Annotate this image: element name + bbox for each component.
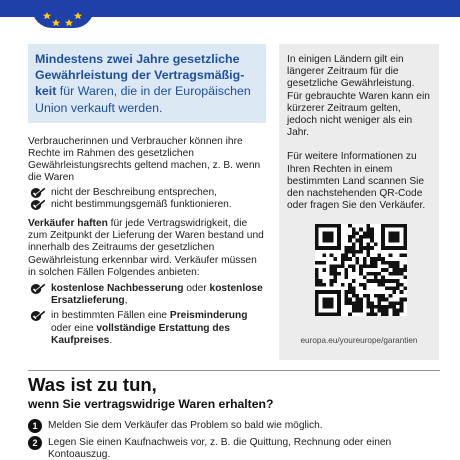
remedy-plain: , <box>124 295 128 307</box>
info-sidebar <box>279 44 439 360</box>
step-item <box>28 437 440 460</box>
sidebar-paragraph-1: In einigen Ländern gilt ein längerer Zeitraum für die gesetzliche Gewährleistung. Für gebrauchte Waren kann ein kürzerer Zeitraum gelten, jedoch nicht weniger als ein Jahr. <box>287 54 430 139</box>
liability-text <box>28 218 266 279</box>
condition-list <box>28 187 266 211</box>
remedy-plain: . <box>109 334 113 346</box>
section-divider <box>28 370 440 371</box>
step-text: Melden Sie dem Verkäufer das Problem so bald wie möglich. <box>48 420 323 431</box>
step-number-icon: 2 <box>28 436 42 450</box>
section-subtitle: wenn Sie vertragswidrige Waren erhalten? <box>28 397 274 411</box>
remedy-plain: oder eine <box>51 322 97 334</box>
remedy-list <box>28 283 266 347</box>
eu-flag-emblem <box>32 0 94 28</box>
step-text: Legen Sie einen Kaufnachweis vor, z. B. die Quittung, Rechnung oder einen Kontoauszug. <box>48 437 392 460</box>
check-icon <box>30 283 46 295</box>
condition-text: nicht der Beschreibung entsprechen, <box>51 186 217 198</box>
highlight-text: für Waren, die in der Europäischen Union verkauft werden. <box>35 84 251 115</box>
remedy-bold: vollständige Erstattung des Kaufpreises <box>51 322 230 346</box>
guarantee-highlight-box <box>28 44 266 123</box>
remedy-bold: Preisminderung <box>169 310 248 322</box>
remedy-plain: oder <box>183 283 210 295</box>
check-icon <box>30 310 46 322</box>
sidebar-paragraph-2: Für weitere Informationen zu Ihren Rechten in einem bestimmten Land scannen Sie den nachstehenden QR-Code oder fragen Sie den Verkäufer. <box>287 151 426 212</box>
remedy-plain: in bestimmten Fällen eine <box>51 310 170 322</box>
list-item <box>28 199 266 211</box>
check-icon <box>30 187 46 199</box>
step-item <box>28 420 440 433</box>
remedy-text <box>51 310 266 347</box>
eu-stars-icon <box>32 0 94 28</box>
check-icon <box>30 199 46 211</box>
intro-text: Verbraucherinnen und Verbraucher können ihre Rechte im Rahmen des gesetzlichen Gewährleistungsrechts geltend machen, z. B. wenn die Waren <box>28 135 261 184</box>
list-item <box>28 187 266 199</box>
list-item <box>28 283 266 307</box>
info-url[interactable]: europa.eu/youreurope/garantien <box>300 336 418 345</box>
remedy-bold: kostenlose Ersatzlieferung <box>51 283 263 307</box>
highlight-bold: Mindestens zwei Jahre gesetzliche Gewährleistung der Vertragsmäßigkeit <box>35 52 245 99</box>
steps-list <box>28 420 440 460</box>
section-title: Was ist zu tun, <box>28 374 157 395</box>
step-number-icon: 1 <box>28 419 42 433</box>
liability-rest: für jede Vertragswidrigkeit, die zum Zeitpunkt der Lieferung der Waren bestand und innerhalb des Zeitraums der gesetzlichen Gewährleistung erkennbar wird. Verkäufer müssen in solchen Fällen Folgendes anbieten: <box>28 218 264 278</box>
remedy-bold: kostenlose Nachbesserung <box>51 283 184 295</box>
remedy-text <box>51 283 266 307</box>
qr-code-icon[interactable] <box>315 224 407 316</box>
liability-bold: Verkäufer haften <box>28 218 108 230</box>
list-item <box>28 310 266 347</box>
condition-text: nicht bestimmungsgemäß funktionieren. <box>51 198 232 210</box>
left-column <box>28 44 266 350</box>
